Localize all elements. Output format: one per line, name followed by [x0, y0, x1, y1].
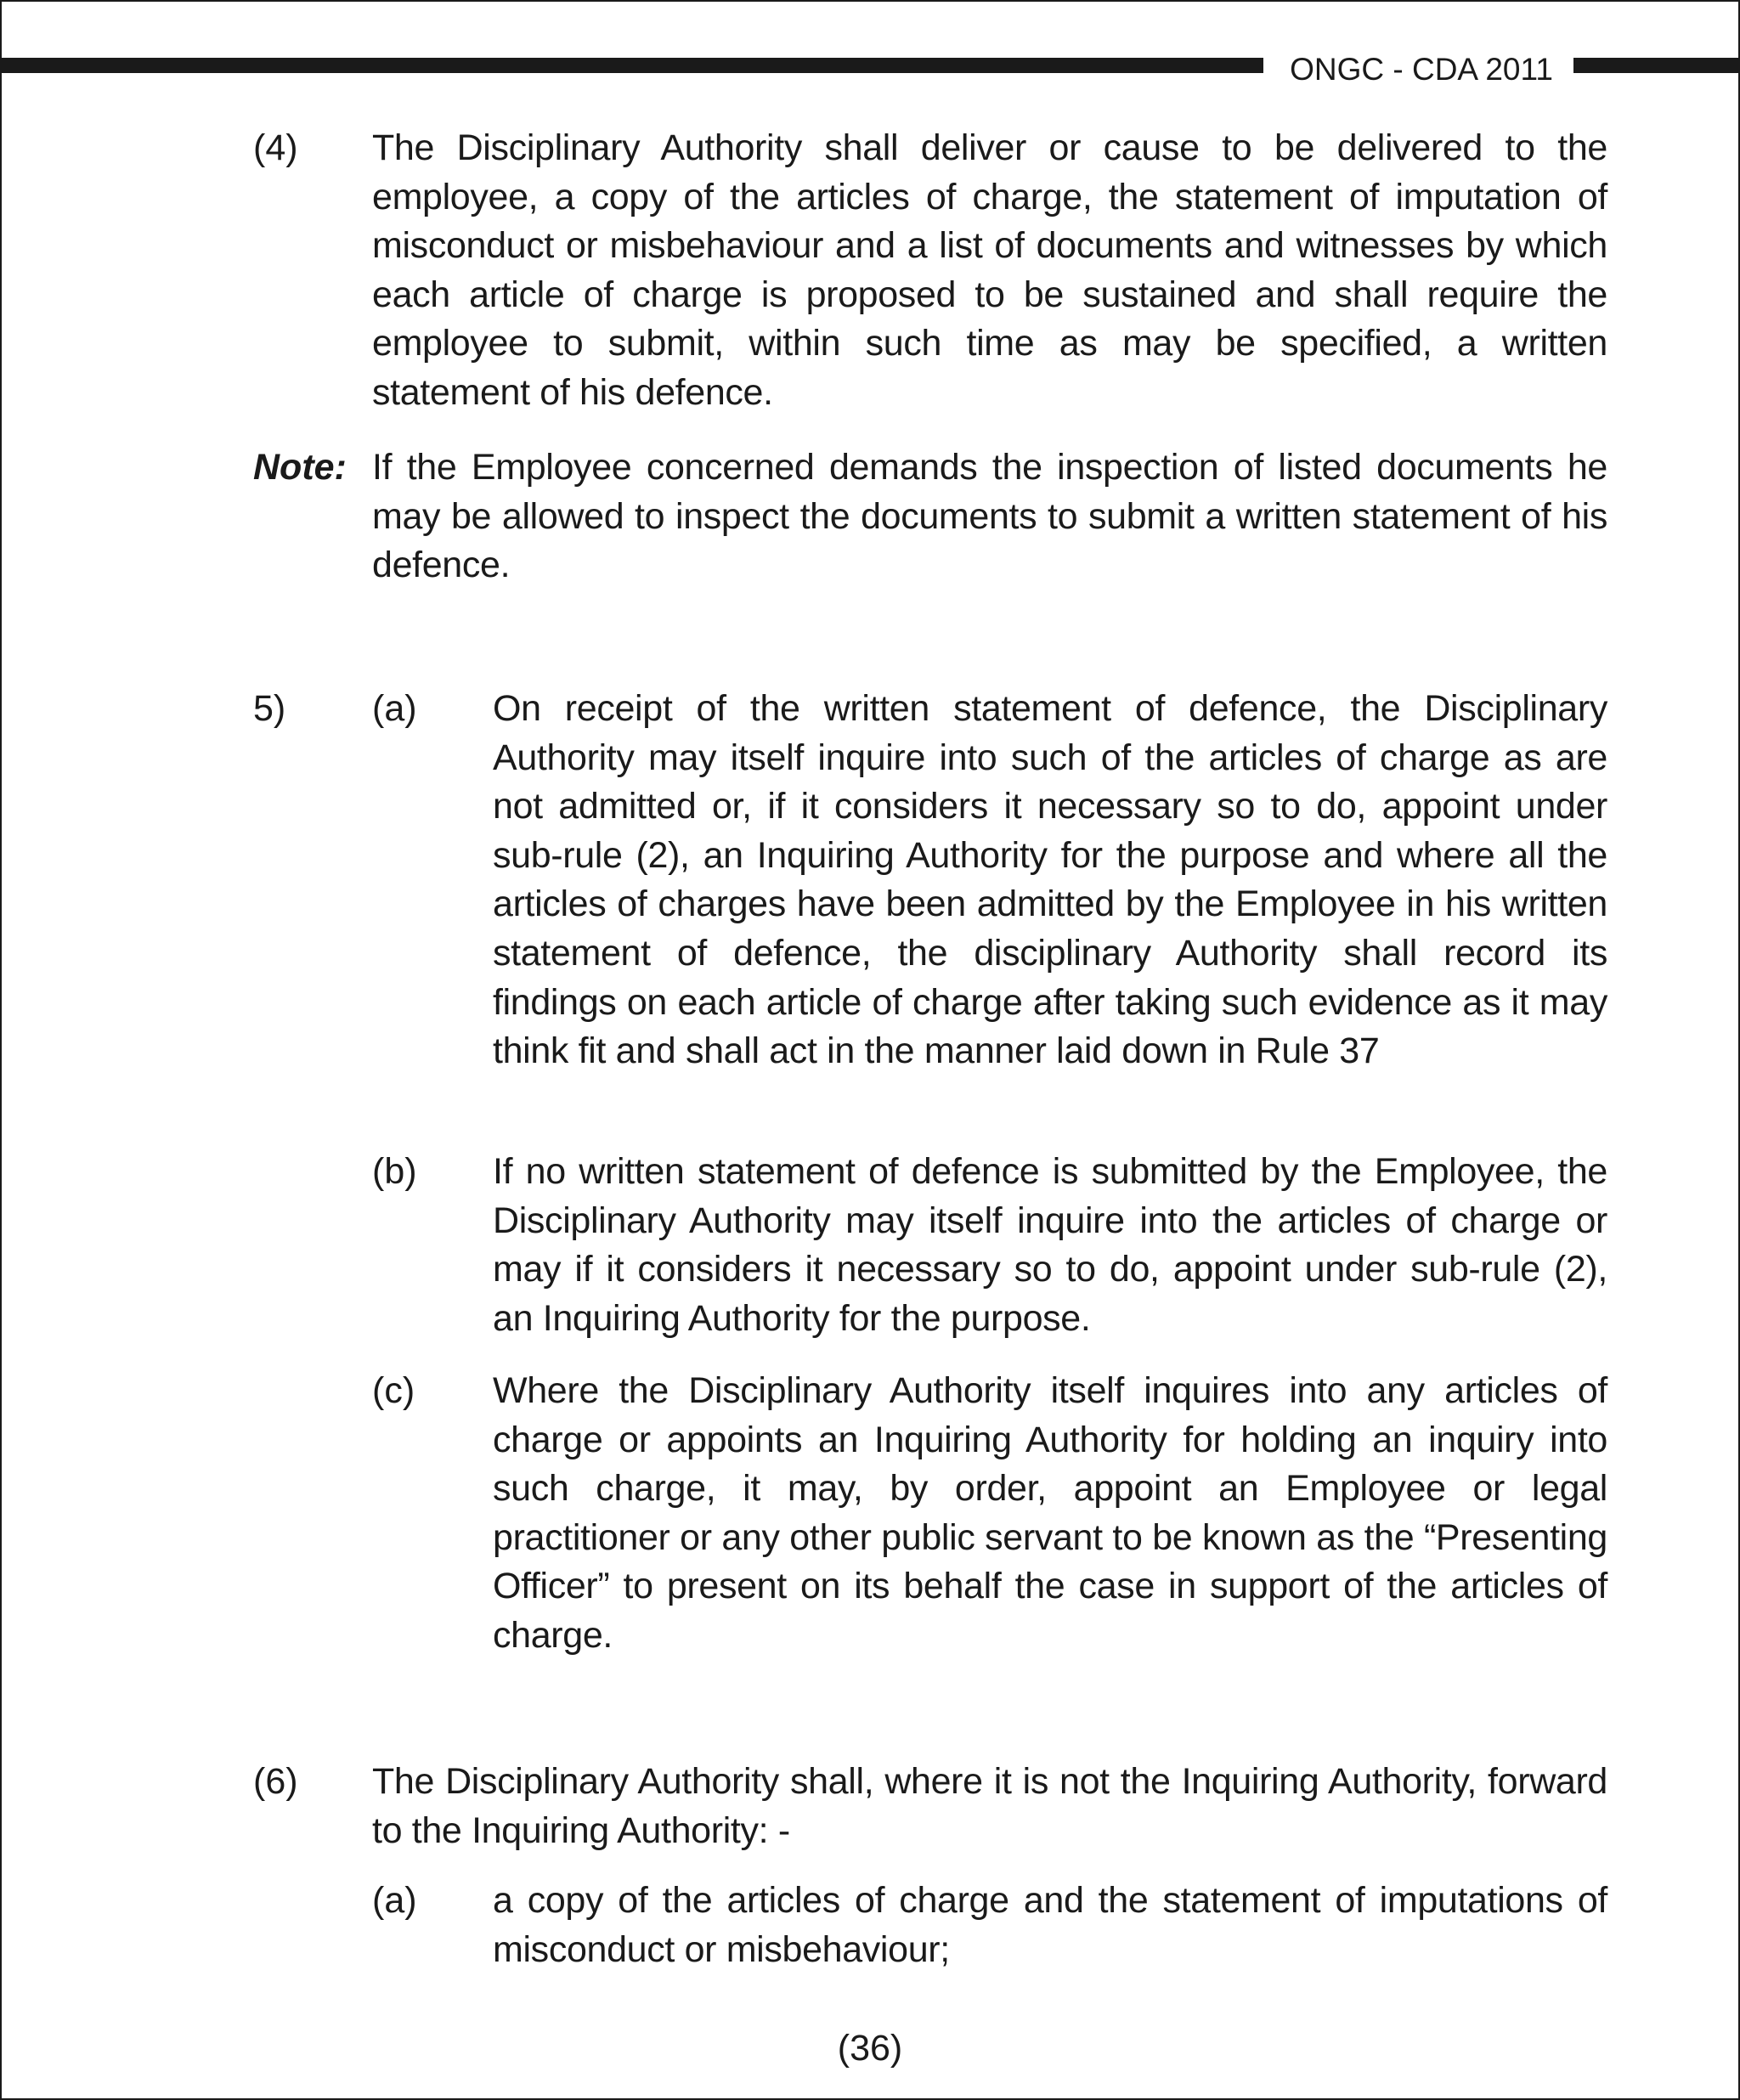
section-6-text: The Disciplinary Authority shall, where it is not the Inquiring Authority, forward to the Inquiring Authority: - [372, 1761, 1607, 1851]
section-6a-label: (a) [372, 1880, 417, 1921]
note-text: If the Employee concerned demands the inspection of listed documents he may be allowed to inspect the documents to submit a written statement of his defence. [372, 447, 1607, 586]
section-5c-text: Where the Disciplinary Authority itself inquires into any articles of charge or appoints an Inquiring Authority for holding an inquiry into such charge, it may, by order, appoint an Employee or legal practitioner or any other public servant to be known as the “Presenting Officer” to present on its behalf the case in support of the articles of charge. [493, 1370, 1607, 1656]
section-5b-label: (b) [372, 1151, 417, 1192]
section-6a-text: a copy of the articles of charge and the statement of imputations of misconduct or misbehaviour; [493, 1880, 1607, 1970]
section-5-label: 5) [253, 688, 286, 729]
page-number: (36) [837, 2028, 903, 2069]
section-4-text: The Disciplinary Authority shall deliver or cause to be delivered to the employee, a copy of the articles of charge, the statement of imputation of misconduct or misbehaviour and a list of documents and witnesses by which each article of charge is proposed to be sustained and shall require the employee to submit, within such time as may be specified, a written statement of his defence. [372, 127, 1607, 413]
section-4-label: (4) [253, 127, 298, 168]
section-5a-text: On receipt of the written statement of defence, the Disciplinary Authority may itself inquire into such of the articles of charge as are not admitted or, if it considers it necessary so to do, appoint under sub-rule (2), an Inquiring Authority for the purpose and where all the articles of charges have been admitted by the Employee in his written statement of defence, the disciplinary Authority shall record its findings on each article of charge after taking such evidence as it may think fit and shall act in the manner laid down in Rule 37 [493, 688, 1607, 1072]
section-5a-label: (a) [372, 688, 417, 729]
document-header-title: ONGC - CDA 2011 [1290, 52, 1553, 87]
header-rule-left [0, 58, 1263, 73]
section-5b-text: If no written statement of defence is submitted by the Employee, the Disciplinary Authority may itself inquire into the articles of charge or may if it considers it necessary so to do, appoint under sub-rule (2), an Inquiring Authority for the purpose. [493, 1151, 1607, 1339]
header-rule-right [1573, 58, 1740, 73]
note-label: Note: [253, 447, 347, 488]
section-5c-label: (c) [372, 1370, 415, 1411]
section-6-label: (6) [253, 1761, 298, 1802]
